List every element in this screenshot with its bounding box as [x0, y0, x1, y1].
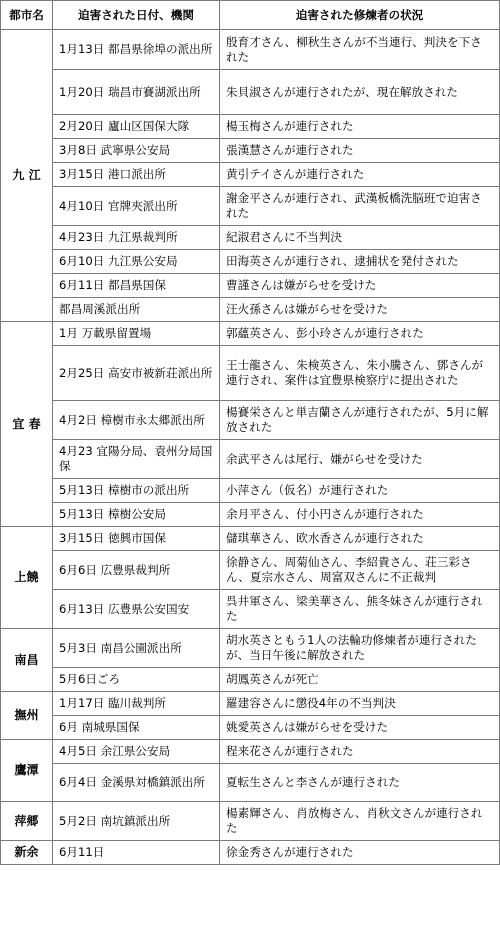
situation-cell: 姚愛英さんは嫌がらせを受けた: [220, 716, 500, 740]
table-row: [1, 527, 500, 551]
date-agency-cell: 3月15日 港口派出所: [53, 163, 220, 187]
table-row: [1, 298, 500, 322]
date-agency-cell: 5月2日 南坑鎮派出所: [53, 802, 220, 841]
table-row: [1, 30, 500, 70]
table-row: [1, 668, 500, 692]
situation-cell: 張漢慧さんが連行された: [220, 139, 500, 163]
header-row: [1, 1, 500, 30]
situation-cell: 楊素輝さん、肖放梅さん、肖秋文さんが連行された: [220, 802, 500, 841]
situation-cell: 儲琪華さん、欧水香さんが連行された: [220, 527, 500, 551]
city-cell: 撫州: [1, 692, 53, 740]
date-agency-cell: 6月13日 広豊県公安国安: [53, 590, 220, 629]
city-cell: 九 江: [1, 30, 53, 322]
situation-cell: 余武平さんは尾行、嫌がらせを受けた: [220, 440, 500, 479]
table-row: [1, 274, 500, 298]
situation-cell: 曹謹さんは嫌がらせを受けた: [220, 274, 500, 298]
table-row: [1, 740, 500, 764]
city-cell: 宜 春: [1, 322, 53, 527]
date-agency-cell: 6月10日 九江県公安局: [53, 250, 220, 274]
date-agency-cell: 4月5日 余江県公安局: [53, 740, 220, 764]
date-agency-cell: 2月25日 高安市被新荘派出所: [53, 346, 220, 401]
date-agency-cell: 1月17日 臨川裁判所: [53, 692, 220, 716]
date-agency-cell: 3月15日 徳興市国保: [53, 527, 220, 551]
date-agency-cell: 4月23 宜陽分局、袁州分局国保: [53, 440, 220, 479]
situation-cell: 胡水英さともう1人の法輪功修煉者が連行されたが、当日午後に解放された: [220, 629, 500, 668]
table-row: [1, 346, 500, 401]
situation-cell: 紀淑君さんに不当判決: [220, 226, 500, 250]
table-row: [1, 764, 500, 802]
city-cell: 鷹潭: [1, 740, 53, 802]
situation-cell: 田海英さんが連行され、逮捕状を発付された: [220, 250, 500, 274]
city-cell: 新余: [1, 841, 53, 865]
table-row: [1, 401, 500, 440]
table-row: [1, 692, 500, 716]
table-row: [1, 629, 500, 668]
date-agency-cell: 1月20日 瑞昌市賽湖派出所: [53, 70, 220, 115]
situation-cell: 呉井軍さん、梁美華さん、熊冬妹さんが連行された: [220, 590, 500, 629]
situation-cell: 羅建容さんに懲役4年の不当判決: [220, 692, 500, 716]
date-agency-cell: 4月2日 樟樹市永太郷派出所: [53, 401, 220, 440]
table-row: [1, 187, 500, 226]
date-agency-cell: 6月11日 都昌県国保: [53, 274, 220, 298]
table-row: [1, 115, 500, 139]
table-row: [1, 163, 500, 187]
table-row: [1, 590, 500, 629]
date-agency-cell: 4月10日 官牌夾派出所: [53, 187, 220, 226]
table-row: [1, 440, 500, 479]
header-date-agency: 迫害された日付、機関: [53, 1, 220, 30]
table-row: [1, 716, 500, 740]
date-agency-cell: 3月8日 武寧県公安局: [53, 139, 220, 163]
table-row: [1, 139, 500, 163]
situation-cell: 夏転生さんと李さんが連行された: [220, 764, 500, 802]
table-row: [1, 70, 500, 115]
situation-cell: 朱貝淑さんが連行されたが、現在解放された: [220, 70, 500, 115]
table-row: [1, 322, 500, 346]
date-agency-cell: 6月11日: [53, 841, 220, 865]
table-body: [1, 30, 500, 865]
situation-cell: 程来花さんが連行された: [220, 740, 500, 764]
date-agency-cell: 5月3日 南昌公園派出所: [53, 629, 220, 668]
situation-cell: 黄引テイさんが連行された: [220, 163, 500, 187]
date-agency-cell: 都昌周溪派出所: [53, 298, 220, 322]
situation-cell: 郭蘊英さん、彭小玲さんが連行された: [220, 322, 500, 346]
situation-cell: 楊玉梅さんが連行された: [220, 115, 500, 139]
table-row: [1, 802, 500, 841]
date-agency-cell: 6月 南城県国保: [53, 716, 220, 740]
date-agency-cell: 5月13日 樟樹公安局: [53, 503, 220, 527]
table-row: [1, 226, 500, 250]
date-agency-cell: 5月6日ごろ: [53, 668, 220, 692]
city-cell: 上饒: [1, 527, 53, 629]
header-city: 都市名: [1, 1, 53, 30]
date-agency-cell: 6月4日 金溪県対橋鎮派出所: [53, 764, 220, 802]
table-row: [1, 479, 500, 503]
situation-cell: 楊賽栄さんと単吉蘭さんが連行されたが、5月に解放された: [220, 401, 500, 440]
date-agency-cell: 1月 万載県留置場: [53, 322, 220, 346]
situation-cell: 徐静さん、周菊仙さん、李紹貴さん、荘三彩さん、夏宗水さん、周富双さんに不正裁判: [220, 551, 500, 590]
table-row: [1, 551, 500, 590]
date-agency-cell: 1月13日 都昌県徐埠の派出所: [53, 30, 220, 70]
table-row: [1, 250, 500, 274]
situation-cell: 胡鳳英さんが死亡: [220, 668, 500, 692]
date-agency-cell: 2月20日 廬山区国保大隊: [53, 115, 220, 139]
table-row: [1, 841, 500, 865]
situation-cell: 王士龍さん、朱検英さん、朱小騰さん、鄧さんが連行され、案件は宜豊県検察庁に提出された: [220, 346, 500, 401]
situation-cell: 謝金平さんが連行され、武漢板橋洗脳班で迫害された: [220, 187, 500, 226]
situation-cell: 徐金秀さんが連行された: [220, 841, 500, 865]
table-row: [1, 503, 500, 527]
city-cell: 南昌: [1, 629, 53, 692]
situation-cell: 汪火孫さんは嫌がらせを受けた: [220, 298, 500, 322]
situation-cell: 小萍さん（仮名）が連行された: [220, 479, 500, 503]
date-agency-cell: 6月6日 広豊県裁判所: [53, 551, 220, 590]
city-cell: 萍郷: [1, 802, 53, 841]
header-situation: 迫害された修煉者の状況: [220, 1, 500, 30]
date-agency-cell: 4月23日 九江県裁判所: [53, 226, 220, 250]
date-agency-cell: 5月13日 樟樹市の派出所: [53, 479, 220, 503]
situation-cell: 殷育才さん、柳秋生さんが不当連行、判決を下された: [220, 30, 500, 70]
situation-cell: 余月平さん、付小円さんが連行された: [220, 503, 500, 527]
